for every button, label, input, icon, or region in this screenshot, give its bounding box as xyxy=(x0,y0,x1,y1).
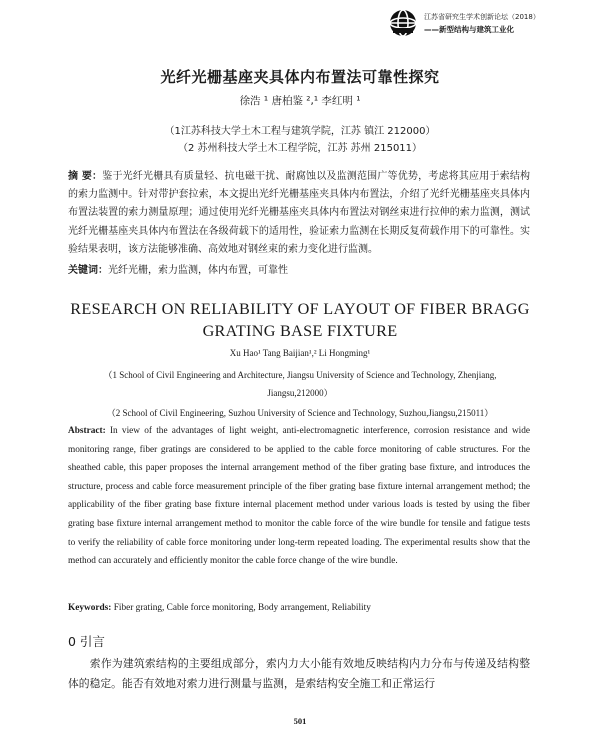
en-abstract-label: Abstract: xyxy=(68,426,106,436)
page-number: 501 xyxy=(293,716,307,726)
cn-affiliation-1: （1江苏科技大学土木工程与建筑学院，江苏 镇江 212000） xyxy=(164,126,436,137)
en-paper-title xyxy=(0,298,600,342)
en-affiliation-1-line-2: Jiangsu,212000） xyxy=(267,388,333,398)
conference-name: 江苏省研究生学术创新论坛（2018） xyxy=(424,13,540,21)
conference-header xyxy=(388,8,578,40)
en-abstract-text: In view of the advantages of light weight, anti-electromagnetic interference, corrosion resistance and wide monitoring range, fiber gratings are considered to be applied to the cable force monitoring of cable structures. For the sheathed cable, this paper proposes the internal arrangement method of the fiber grating base fixture, and introduces the structure, process and cable force measurement principle of the fiber grating base fixture internal arrangement method; the applicability of the fiber grating base fixture internal placement method under various loads is tested by using the fiber grating base fixture internal arrangement method to monitor the cable force of the wire bundle for tensile and fatigue tests to verify the reliability of cable force monitoring under long-term repeated loading. The experimental results show that the method can accurately and efficiently monitor the cable force change of the wire bundle. xyxy=(68,426,531,567)
cn-paper-title: 光纤光栅基座夹具体内布置法可靠性探究 xyxy=(160,68,440,86)
en-abstract xyxy=(68,422,530,571)
en-keywords-label: Keywords: xyxy=(68,603,112,613)
cn-keywords xyxy=(68,262,530,280)
cn-abstract-text: 鉴于光纤光栅具有质量轻、抗电磁干扰、耐腐蚀以及监测范围广等优势，考虑将其应用于索结构的索力监测中。针对带护套拉索，本文提出光纤光栅基座夹具体内布置法，介绍了光纤光栅基座夹具体内布置法装置的索力测量原理；通过使用光纤光栅基座夹具体内布置法对钢丝束进行拉伸的索力监测，测试光纤光栅基座夹具体内布置法在各级荷载下的适用性，验证索力监测在长期反复荷载作用下的可靠性。实验结果表明，该方法能够准确、高效地对钢丝束的索力变化进行监测。 xyxy=(68,171,531,255)
intro-heading: 0 引言 xyxy=(68,634,105,649)
en-authors: Xu Hao¹ Tang Baijian¹,² Li Hongming¹ xyxy=(229,348,371,358)
conference-subtitle: ——新型结构与建筑工业化 xyxy=(424,25,514,34)
cn-abstract xyxy=(68,168,530,259)
en-keywords-text: Fiber grating, Cable force monitoring, Body arrangement, Reliability xyxy=(113,603,371,613)
cn-keywords-label: 关键词： xyxy=(68,265,108,276)
conference-logo-icon xyxy=(388,8,418,38)
en-affiliation-1-line-1: （1 School of Civil Engineering and Architecture, Jiangsu University of Science and Technology, Zhenjiang, xyxy=(103,370,497,380)
intro-paragraph xyxy=(68,654,530,694)
cn-affiliation-2: （2 苏州科技大学土木工程学院，江苏 苏州 215011） xyxy=(177,143,423,154)
en-title-line-2: GRATING BASE FIXTURE xyxy=(202,322,398,340)
en-keywords xyxy=(68,599,530,618)
cn-authors: 徐浩 ¹ 唐柏鉴 ²,¹ 李红明 ¹ xyxy=(239,95,361,107)
en-affiliation-2: （2 School of Civil Engineering, Suzhou University of Science and Technology, Suzhou,Jiangsu,215011） xyxy=(106,408,494,418)
en-title-line-1: RESEARCH ON RELIABILITY OF LAYOUT OF FIBER BRAGG xyxy=(70,300,530,318)
cn-abstract-label: 摘 要： xyxy=(68,171,103,182)
cn-keywords-text: 光纤光栅，索力监测，体内布置，可靠性 xyxy=(108,265,288,276)
intro-text: 索作为建筑索结构的主要组成部分，索内力大小能有效地反映结构内力分布与传递及结构整体的稳定。能否有效地对索力进行测量与监测，是索结构安全施工和正常运行 xyxy=(68,657,530,690)
